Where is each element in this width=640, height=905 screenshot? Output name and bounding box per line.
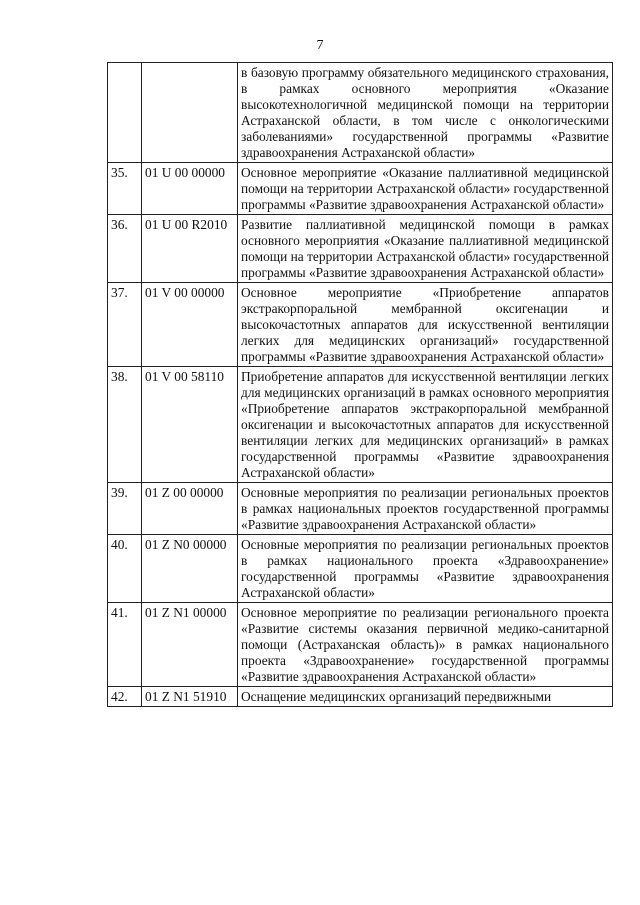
page-bottom-margin xyxy=(0,862,640,905)
row-number-cell: 40. xyxy=(108,535,142,603)
code-cell: 01 Z N1 00000 xyxy=(142,603,238,687)
row-number-cell: 41. xyxy=(108,603,142,687)
row-number-cell: 38. xyxy=(108,367,142,483)
page-number: 7 xyxy=(316,38,324,53)
description-cell: Приобретение аппаратов для искусственной вентиляции легких для медицинских организаций в рамках основного мероприятия «Приобретение аппаратов экстракорпоральной мембранной оксигенации и высокочастотных аппаратов для искусственной вентиляции легких для медицинских организаций» в рамках государственной программы «Развитие здравоохранения Астраханской области» xyxy=(238,367,613,483)
table-row xyxy=(108,63,613,163)
table-row xyxy=(108,163,613,215)
row-number-cell: 35. xyxy=(108,163,142,215)
table-body xyxy=(108,63,613,707)
code-cell: 01 V 00 58110 xyxy=(142,367,238,483)
code-cell: 01 U 00 R2010 xyxy=(142,215,238,283)
table-row xyxy=(108,603,613,687)
description-cell: в базовую программу обязательного медицинского страхования, в рамках основного мероприятия «Оказание высокотехнологичной медицинской помощи на территории Астраханской области, в том числе с онкологическими заболеваниями» государственной программы «Развитие здравоохранения Астраханской области» xyxy=(238,63,613,163)
table-row xyxy=(108,535,613,603)
code-cell: 01 V 00 00000 xyxy=(142,283,238,367)
description-cell: Развитие паллиативной медицинской помощи в рамках основного мероприятия «Оказание паллиативной медицинской помощи на территории Астраханской области» государственной программы «Развитие здравоохранения Астраханской области» xyxy=(238,215,613,283)
description-cell: Основные мероприятия по реализации региональных проектов в рамках национальных проектов государственной программы «Развитие здравоохранения Астраханской области» xyxy=(238,483,613,535)
description-cell: Основные мероприятия по реализации региональных проектов в рамках национального проекта «Здравоохранение» государственной программы «Развитие здравоохранения Астраханской области» xyxy=(238,535,613,603)
table-row xyxy=(108,215,613,283)
description-cell: Основное мероприятие «Оказание паллиативной медицинской помощи на территории Астраханской области» государственной программы «Развитие здравоохранения Астраханской области» xyxy=(238,163,613,215)
description-cell: Оснащение медицинских организаций передвижными xyxy=(238,687,613,707)
description-cell: Основное мероприятие по реализации регионального проекта «Развитие системы оказания первичной медико-санитарной помощи (Астраханская область)» в рамках национального проекта «Здравоохранение» государственной программы «Развитие здравоохранения Астраханской области» xyxy=(238,603,613,687)
code-cell: 01 Z N1 51910 xyxy=(142,687,238,707)
table-row xyxy=(108,283,613,367)
code-cell: 01 U 00 00000 xyxy=(142,163,238,215)
table-row xyxy=(108,367,613,483)
table-row xyxy=(108,483,613,535)
code-cell: 01 Z N0 00000 xyxy=(142,535,238,603)
row-number-cell: 36. xyxy=(108,215,142,283)
row-number-cell xyxy=(108,63,142,163)
row-number-cell: 39. xyxy=(108,483,142,535)
budget-code-table xyxy=(107,62,613,707)
row-number-cell: 37. xyxy=(108,283,142,367)
code-cell xyxy=(142,63,238,163)
table-row xyxy=(108,687,613,707)
description-cell: Основное мероприятие «Приобретение аппаратов экстракорпоральной мембранной оксигенации и высокочастотных аппаратов для искусственной вентиляции легких для медицинских организаций» государственной программы «Развитие здравоохранения Астраханской области» xyxy=(238,283,613,367)
code-cell: 01 Z 00 00000 xyxy=(142,483,238,535)
row-number-cell: 42. xyxy=(108,687,142,707)
